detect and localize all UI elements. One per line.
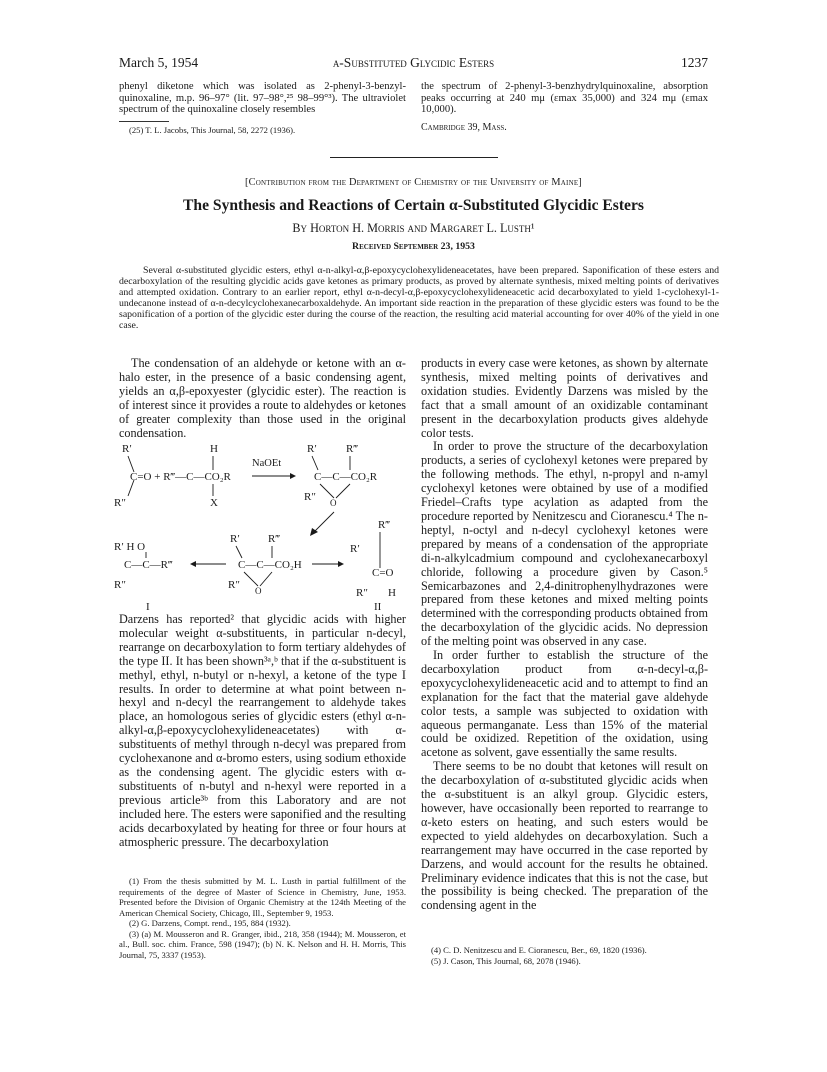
right-paragraph-1: products in every case were ketones, as shown by alternate synthesis, mixed melting points of derivatives and oxidation studies. Evidently Darzens was misled by the fact that a small amount of an oxidizable contaminant present in the decarboxylation products gives aldehyde color tests. <box>421 356 708 440</box>
footnote-4: (4) C. D. Nenitzescu and E. Cioranescu, Ber., 69, 1820 (1936). <box>431 945 647 955</box>
scheme-r2-aldehyde: R″ <box>356 587 368 599</box>
scheme-r3-ester: R‴ <box>346 443 358 455</box>
previous-article-text-right: the spectrum of 2-phenyl-3-benzhydrylquinoxaline, absorption peaks occurring at 240 mμ (εmax 35,000) and 324 mμ (εmax 10,000). <box>421 81 708 116</box>
right-paragraph-2: In order to prove the structure of the decarboxylation products, a series of cyclohexyl ketones were prepared by the following methods. The ethyl, n-propyl and n-amyl cyclohexyl ketones were obtained by use of a modified Friedel–Crafts type acylation as adapted from the procedure reported by Nenitzescu and Cioranescu.⁴ The n-heptyl, n-octyl and n-decyl cyclohexyl ketones were prepared by means of a condensation of the appropriate di-n-alkylcadmium compound and cyclohexanecarboxyl chloride, following a procedure given by Cason.⁵ Semicarbazones and 2,4-dinitrophenylhydrazones were prepared from these ketones and mixed melting points determined with the corresponding products obtained from the decarboxylation of the glycidic acids. No depression of the melting point was observed in any case. <box>421 439 709 649</box>
page-number: 1237 <box>681 55 708 70</box>
running-header-title: α-Substituted Glycidic Esters <box>332 55 495 70</box>
scheme-r2-ketone: R″ <box>114 579 126 591</box>
left-footnotes <box>119 876 406 960</box>
scheme-r1-ho: R′ H O <box>114 541 146 553</box>
scheme-r1: R′ <box>122 443 132 455</box>
right-paragraph-4: There seems to be no doubt that ketones will result on the decarboxylation of α-substituted glycidic acids when the α-substituent is an alkyl group. Glycidic esters, however, have occasionally been reported to rearrange to α-keto esters on heating, and such esters would be expected to yield aldehydes on decarboxylation. Such a rearrangement may have occurred in the case reported by Darzens, and would account for the results he obtained. Preliminary evidence indicates that this is not the case, but the possibility is being checked. The preparation of the condensing agent in the <box>421 759 708 913</box>
scheme-reagent: NaOEt <box>252 458 282 469</box>
scheme-epoxide-o: O <box>330 498 337 508</box>
reaction-scheme <box>112 440 412 612</box>
scheme-label-ii: II <box>374 601 382 612</box>
scheme-acid: C—C—CO₂H <box>238 559 302 571</box>
scheme-ester-product: C—C—CO₂R <box>314 471 378 483</box>
scheme-r2: R″ <box>114 497 126 509</box>
scheme-x: X <box>210 497 218 509</box>
received-date: Received September 23, 1953 <box>352 241 475 252</box>
scheme-r2-acid: R″ <box>228 579 240 591</box>
right-column <box>421 357 708 913</box>
previous-article-tail-right <box>421 81 708 134</box>
footnote-25: (25) T. L. Jacobs, This Journal, 58, 2272 (1936). <box>129 125 296 136</box>
scheme-epoxide-o-acid: O <box>255 586 262 596</box>
left-column <box>119 357 406 440</box>
previous-article-text-left: phenyl diketone which was isolated as 2-phenyl-3-benzyl-quinoxaline, m.p. 96–97° (lit. 97–98°,²⁵ 98–99°³). The ultraviolet spectrum of the quinoxaline closely resembles <box>119 81 406 116</box>
scheme-r1-aldehyde: R′ <box>350 543 360 555</box>
abstract: Several α-substituted glycidic esters, ethyl α-n-alkyl-α,β-epoxycyclohexylideneacetates, have been prepared. Saponification of these esters and decarboxylation of the resulting glycidic acids gave ketones as primary products, as proved by alternate synthesis, mixed melting points of derivatives and attempted oxidation. Contrary to an earlier report, ethyl α-n-decyl-α,β-epoxycyclohexylideneacetic acid decarboxylated to yield 1-cyclohexyl-1-undecanone instead of α-n-decylcyclohexanecarboxaldehyde. An important side reaction in the preparation of these glycidic esters was found to be the saponification of a portion of the glycidic ester during the course of the reaction, the resulting acid material accounting for over 40% of the yield in one case. <box>119 265 719 331</box>
scheme-ketone-reactant: C=O + R‴—C—CO₂R <box>130 471 231 483</box>
affiliation-signoff: Cambridge 39, Mass. <box>421 122 507 134</box>
scheme-aldehyde: C=O <box>372 567 394 579</box>
scheme-ketone-product: C—C—R‴ <box>124 559 173 571</box>
right-paragraph-3: In order further to establish the structure of the decarboxylation product from α-n-decyl-α,β-epoxycyclohexylideneacetic acid and to attempt to find an explanation for the fact that the material gave aldehyde color tests, a sample was subjected to oxidation with aqueous permanganate. Less than 15% of the material could be oxidized. Repetition of the oxidation, using acetone as solvent, gave essentially the same results. <box>421 648 708 760</box>
scheme-r1-acid: R′ <box>230 533 240 545</box>
darzens-paragraph: Darzens has reported² that glycidic acids with higher molecular weight α-substituents, in particular n-decyl, rearrange on decarboxylation to form tertiary aldehydes of the type II. It has been shown³ᵃ,ᵇ that if the α-substituent is methyl, ethyl, n-butyl or n-hexyl, a ketone of the type I results. In order to determine at what point between n-hexyl and n-decyl the rearrangement to aldehyde takes place, an homologous series of glycidic esters (ethyl α-n-alkyl-α,β-epoxycyclohexylideneacetates) with α-substituents of methyl through n-decyl was prepared from cyclohexanone and α-bromo esters, using sodium ethoxide as the condensing agent. The glycidic esters with α-substituents of n-butyl and n-hexyl were reported in a previous article³ᵇ from this Laboratory and are not included here. The esters were saponified and the resulting acids decarboxylated by heating for three or four hours at atmospheric pressure. The decarboxylation <box>119 612 406 849</box>
running-header-date: March 5, 1954 <box>119 55 199 70</box>
article-title: The Synthesis and Reactions of Certain α-Substituted Glycidic Esters <box>183 197 644 214</box>
footnote-rule <box>119 121 169 122</box>
article-divider-rule <box>330 157 498 158</box>
footnote-3: (3) (a) M. Mousseron and R. Granger, ibid., 218, 358 (1944); M. Mousseron, et al., Bull. soc. chim. France, 598 (1947); (b) N. K. Nelson and H. H. Morris, This Journal, 75, 3337 (1953). <box>119 928 406 960</box>
footnote-5: (5) J. Cason, This Journal, 68, 2078 (1946). <box>431 955 581 966</box>
footnote-1: (1) From the thesis submitted by M. L. Lusth in partial fulfillment of the requirements of the degree of Master of Science in Chemistry, June, 1953. Presented before the Division of Organic Chemistry at the 124th Meeting of the American Chemical Society, Chicago, Ill., September 9, 1953. <box>119 876 406 918</box>
scheme-r3-acid: R‴ <box>268 533 280 545</box>
right-footnotes <box>421 945 708 966</box>
scheme-r2-ester: R″ <box>304 491 316 503</box>
scheme-label-i: I <box>146 601 150 612</box>
scheme-h: H <box>210 443 218 455</box>
scheme-h-aldehyde: H <box>388 587 396 599</box>
previous-article-tail-left <box>119 81 406 136</box>
footnote-2: (2) G. Darzens, Compt. rend., 195, 884 (1932). <box>129 918 291 928</box>
scheme-r3-aldehyde: R‴ <box>378 519 390 531</box>
scheme-r1-ester: R′ <box>307 443 317 455</box>
intro-paragraph: The condensation of an aldehyde or ketone with an α-halo ester, in the presence of a basic condensing agent, yields an α,β-epoxyester (glycidic ester). The reaction is of interest since it provides a route to aldehydes or ketones of greater complexity than those used in the original condensation. <box>119 356 406 440</box>
left-column-continued <box>119 613 406 849</box>
byline: By Horton H. Morris and Margaret L. Lusth¹ <box>292 221 535 235</box>
contribution-line: [Contribution from the Department of Chemistry of the University of Maine] <box>245 177 582 188</box>
